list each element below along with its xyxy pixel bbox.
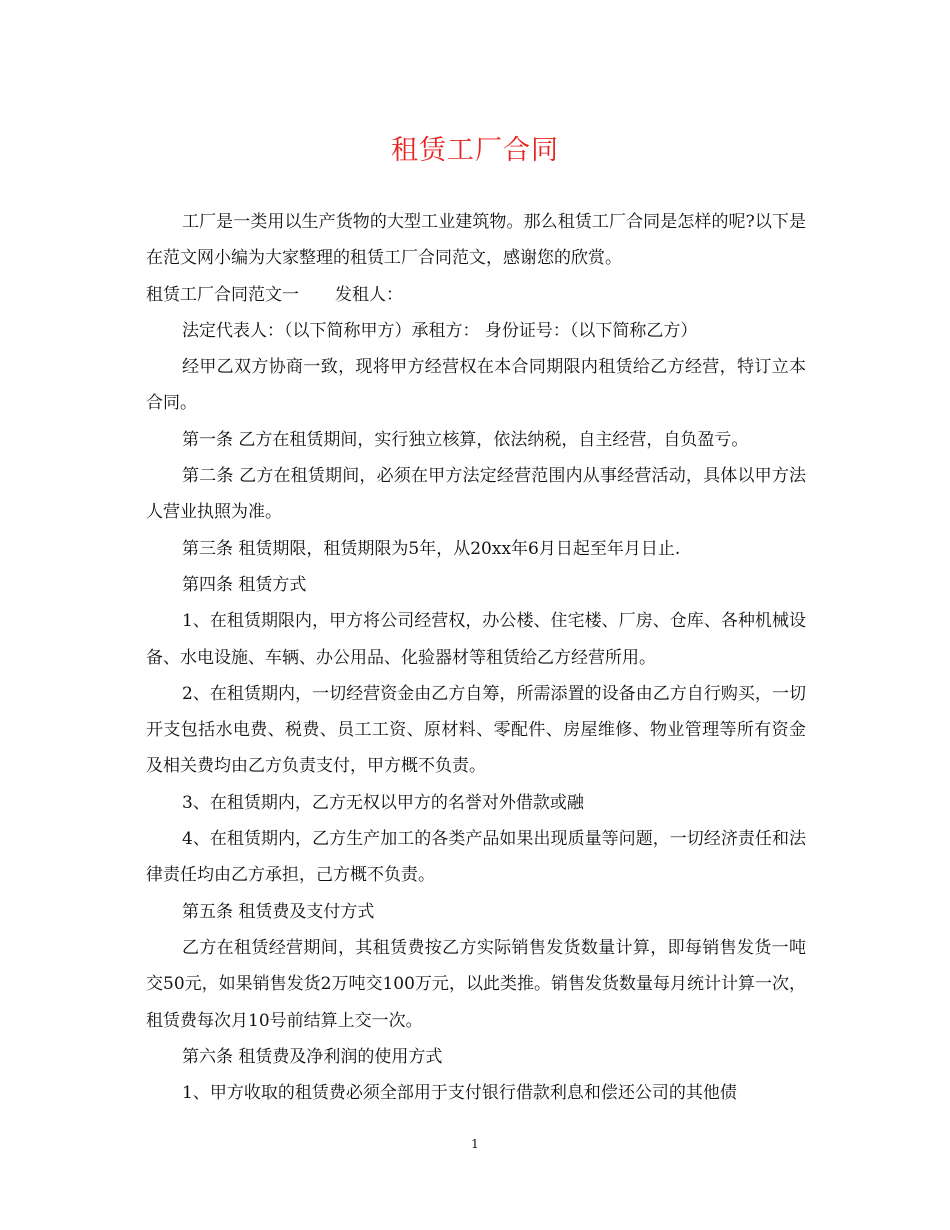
paragraph: 1、甲方收取的租赁费必须全部用于支付银行借款利息和偿还公司的其他债: [182, 1083, 737, 1104]
document-title: 租赁工厂合同: [391, 135, 559, 166]
section-heading: 第五条 租赁费及支付方式: [182, 901, 375, 922]
document-body: [146, 204, 806, 1111]
paragraph: 1、在租赁期限内，甲方将公司经营权，办公楼、住宅楼、厂房、仓库、各种机械设备、水电设施、车辆、办公用品、化验器材等租赁给乙方经营所用。: [146, 611, 806, 668]
paragraph: 法定代表人：（以下简称甲方）承租方： 身份证号：（以下简称乙方）: [182, 320, 698, 341]
paragraph: 3、在租赁期内，乙方无权以甲方的名誉对外借款或融: [182, 792, 584, 813]
page-number: 1: [471, 1137, 479, 1151]
paragraph: 第三条 租赁期限，租赁期限为5年，从20xx年6月日起至年月日止.: [182, 538, 681, 559]
sample-heading: 租赁工厂合同范文一: [146, 284, 299, 305]
paragraph: 2、在租赁期内，一切经营资金由乙方自筹，所需添置的设备由乙方自行购买，一切开支包括水电费、税费、员工工资、原材料、零配件、房屋维修、物业管理等所有资金及相关费均由乙方负责支付，甲方概不负责。: [146, 683, 806, 777]
section-heading: 第四条 租赁方式: [182, 574, 307, 595]
section-heading: 第六条 租赁费及净利润的使用方式: [182, 1046, 443, 1067]
sample-heading-line: [146, 277, 806, 313]
intro-paragraph: 工厂是一类用以生产货物的大型工业建筑物。那么租赁工厂合同是怎样的呢?以下是在范文网小编为大家整理的租赁工厂合同范文，感谢您的欣赏。: [146, 212, 806, 269]
paragraph: 第二条 乙方在租赁期间，必须在甲方法定经营范围内从事经营活动，具体以甲方法人营业执照为准。: [146, 466, 806, 523]
paragraph: 第一条 乙方在租赁期间，实行独立核算，依法纳税，自主经营，自负盈亏。: [182, 429, 749, 450]
paragraph: 4、在租赁期内，乙方生产加工的各类产品如果出现质量等问题，一切经济责任和法律责任均由乙方承担，己方概不负责。: [146, 829, 806, 886]
paragraph: 乙方在租赁经营期间，其租赁费按乙方实际销售发货数量计算，即每销售发货一吨交50元，如果销售发货2万吨交100万元，以此类推。销售发货数量每月统计计算一次，租赁费每次月10号前结算上交一次。: [146, 937, 806, 1031]
paragraph: 经甲乙双方协商一致，现将甲方经营权在本合同期限内租赁给乙方经营，特订立本合同。: [146, 357, 806, 414]
lessor-label: 发租人：: [335, 284, 403, 305]
